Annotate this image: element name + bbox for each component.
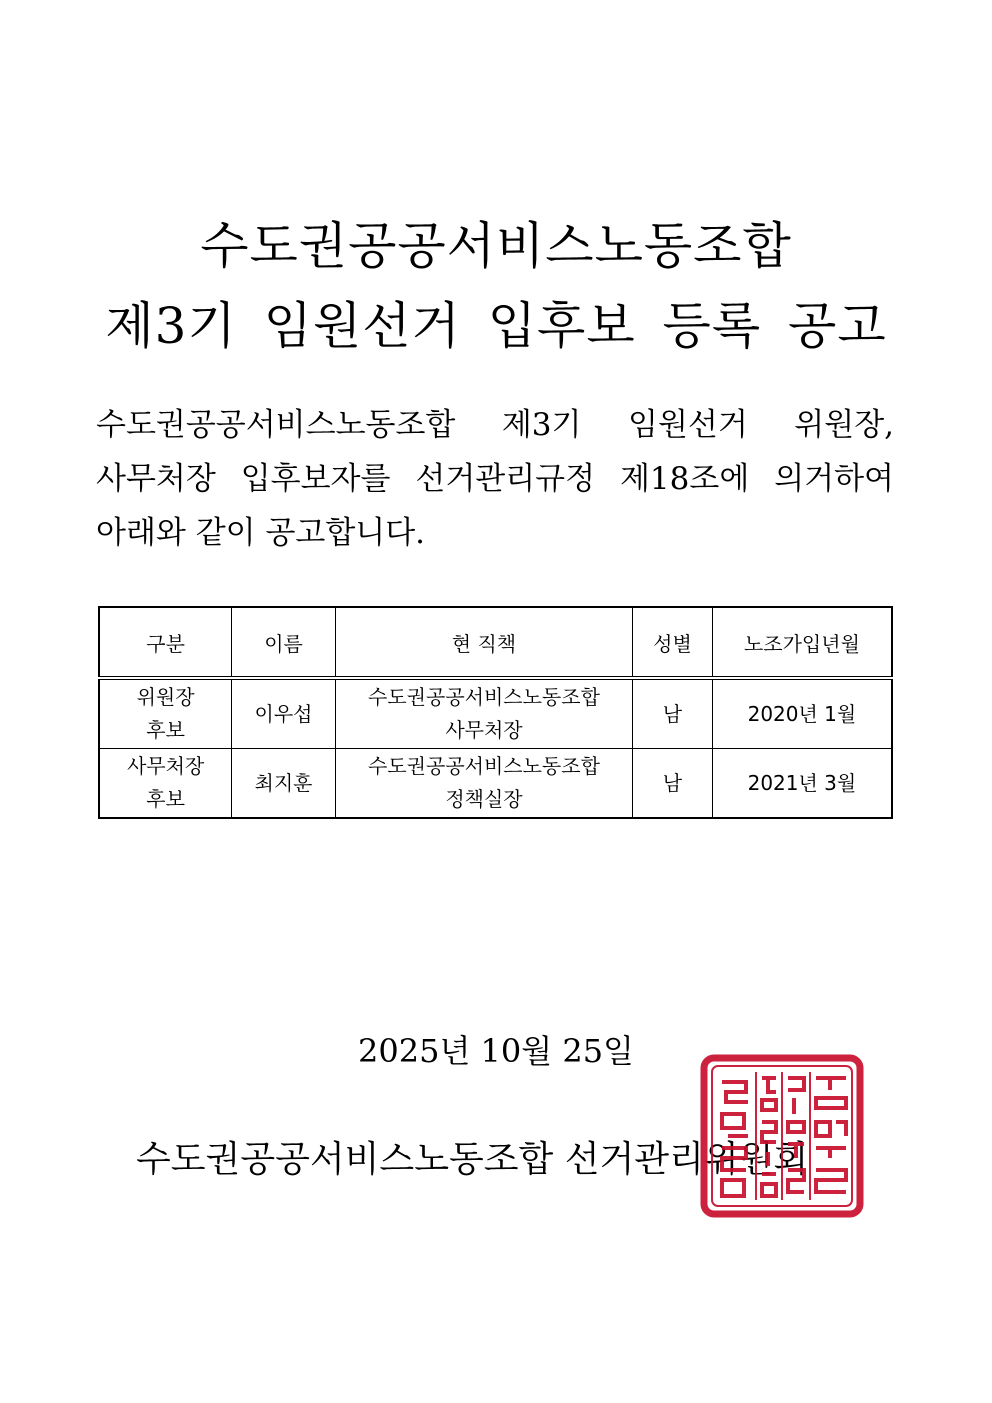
cell-joined: 2021년 3월 bbox=[712, 749, 892, 819]
category-line2: 후보 bbox=[146, 787, 185, 811]
cell-name: 이우섭 bbox=[232, 678, 336, 749]
position-line2: 정책실장 bbox=[445, 787, 523, 811]
cell-gender: 남 bbox=[633, 749, 713, 819]
header-position: 현 직책 bbox=[335, 607, 632, 678]
official-seal-icon bbox=[698, 1052, 866, 1220]
header-name: 이름 bbox=[232, 607, 336, 678]
cell-gender: 남 bbox=[633, 678, 713, 749]
header-joined: 노조가입년월 bbox=[712, 607, 892, 678]
header-gender: 성별 bbox=[633, 607, 713, 678]
table-row bbox=[99, 678, 892, 749]
cell-category bbox=[99, 749, 232, 819]
cell-position bbox=[335, 678, 632, 749]
body-line-2: 사무처장 입후보자를 선거관리규정 제18조에 의거하여 bbox=[96, 461, 894, 497]
notice-date: 2025년 10월 25일 bbox=[358, 1032, 634, 1070]
header-category: 구분 bbox=[99, 607, 232, 678]
notice-title-line2: 제3기 임원선거 입후보 등록 공고 bbox=[105, 297, 887, 355]
table-header-row bbox=[99, 607, 892, 678]
category-line2: 후보 bbox=[146, 718, 185, 742]
cell-position bbox=[335, 749, 632, 819]
issuing-organization: 수도권공공서비스노동조합 선거관리위원회 bbox=[136, 1139, 809, 1180]
body-line-1: 수도권공공서비스노동조합 제3기 임원선거 위원장, bbox=[96, 407, 894, 443]
notice-title-line1: 수도권공공서비스노동조합 bbox=[200, 217, 792, 275]
category-line1: 위원장 bbox=[136, 685, 195, 709]
notice-body bbox=[96, 398, 894, 560]
category-line1: 사무처장 bbox=[126, 754, 205, 778]
table-row bbox=[99, 749, 892, 819]
body-line-3: 아래와 같이 공고합니다. bbox=[96, 515, 426, 551]
cell-joined: 2020년 1월 bbox=[712, 678, 892, 749]
cell-name: 최지훈 bbox=[232, 749, 336, 819]
position-line1: 수도권공공서비스노동조합 bbox=[368, 685, 600, 709]
position-line1: 수도권공공서비스노동조합 bbox=[368, 754, 600, 778]
cell-category bbox=[99, 678, 232, 749]
candidate-table bbox=[98, 606, 893, 819]
position-line2: 사무처장 bbox=[445, 718, 523, 742]
